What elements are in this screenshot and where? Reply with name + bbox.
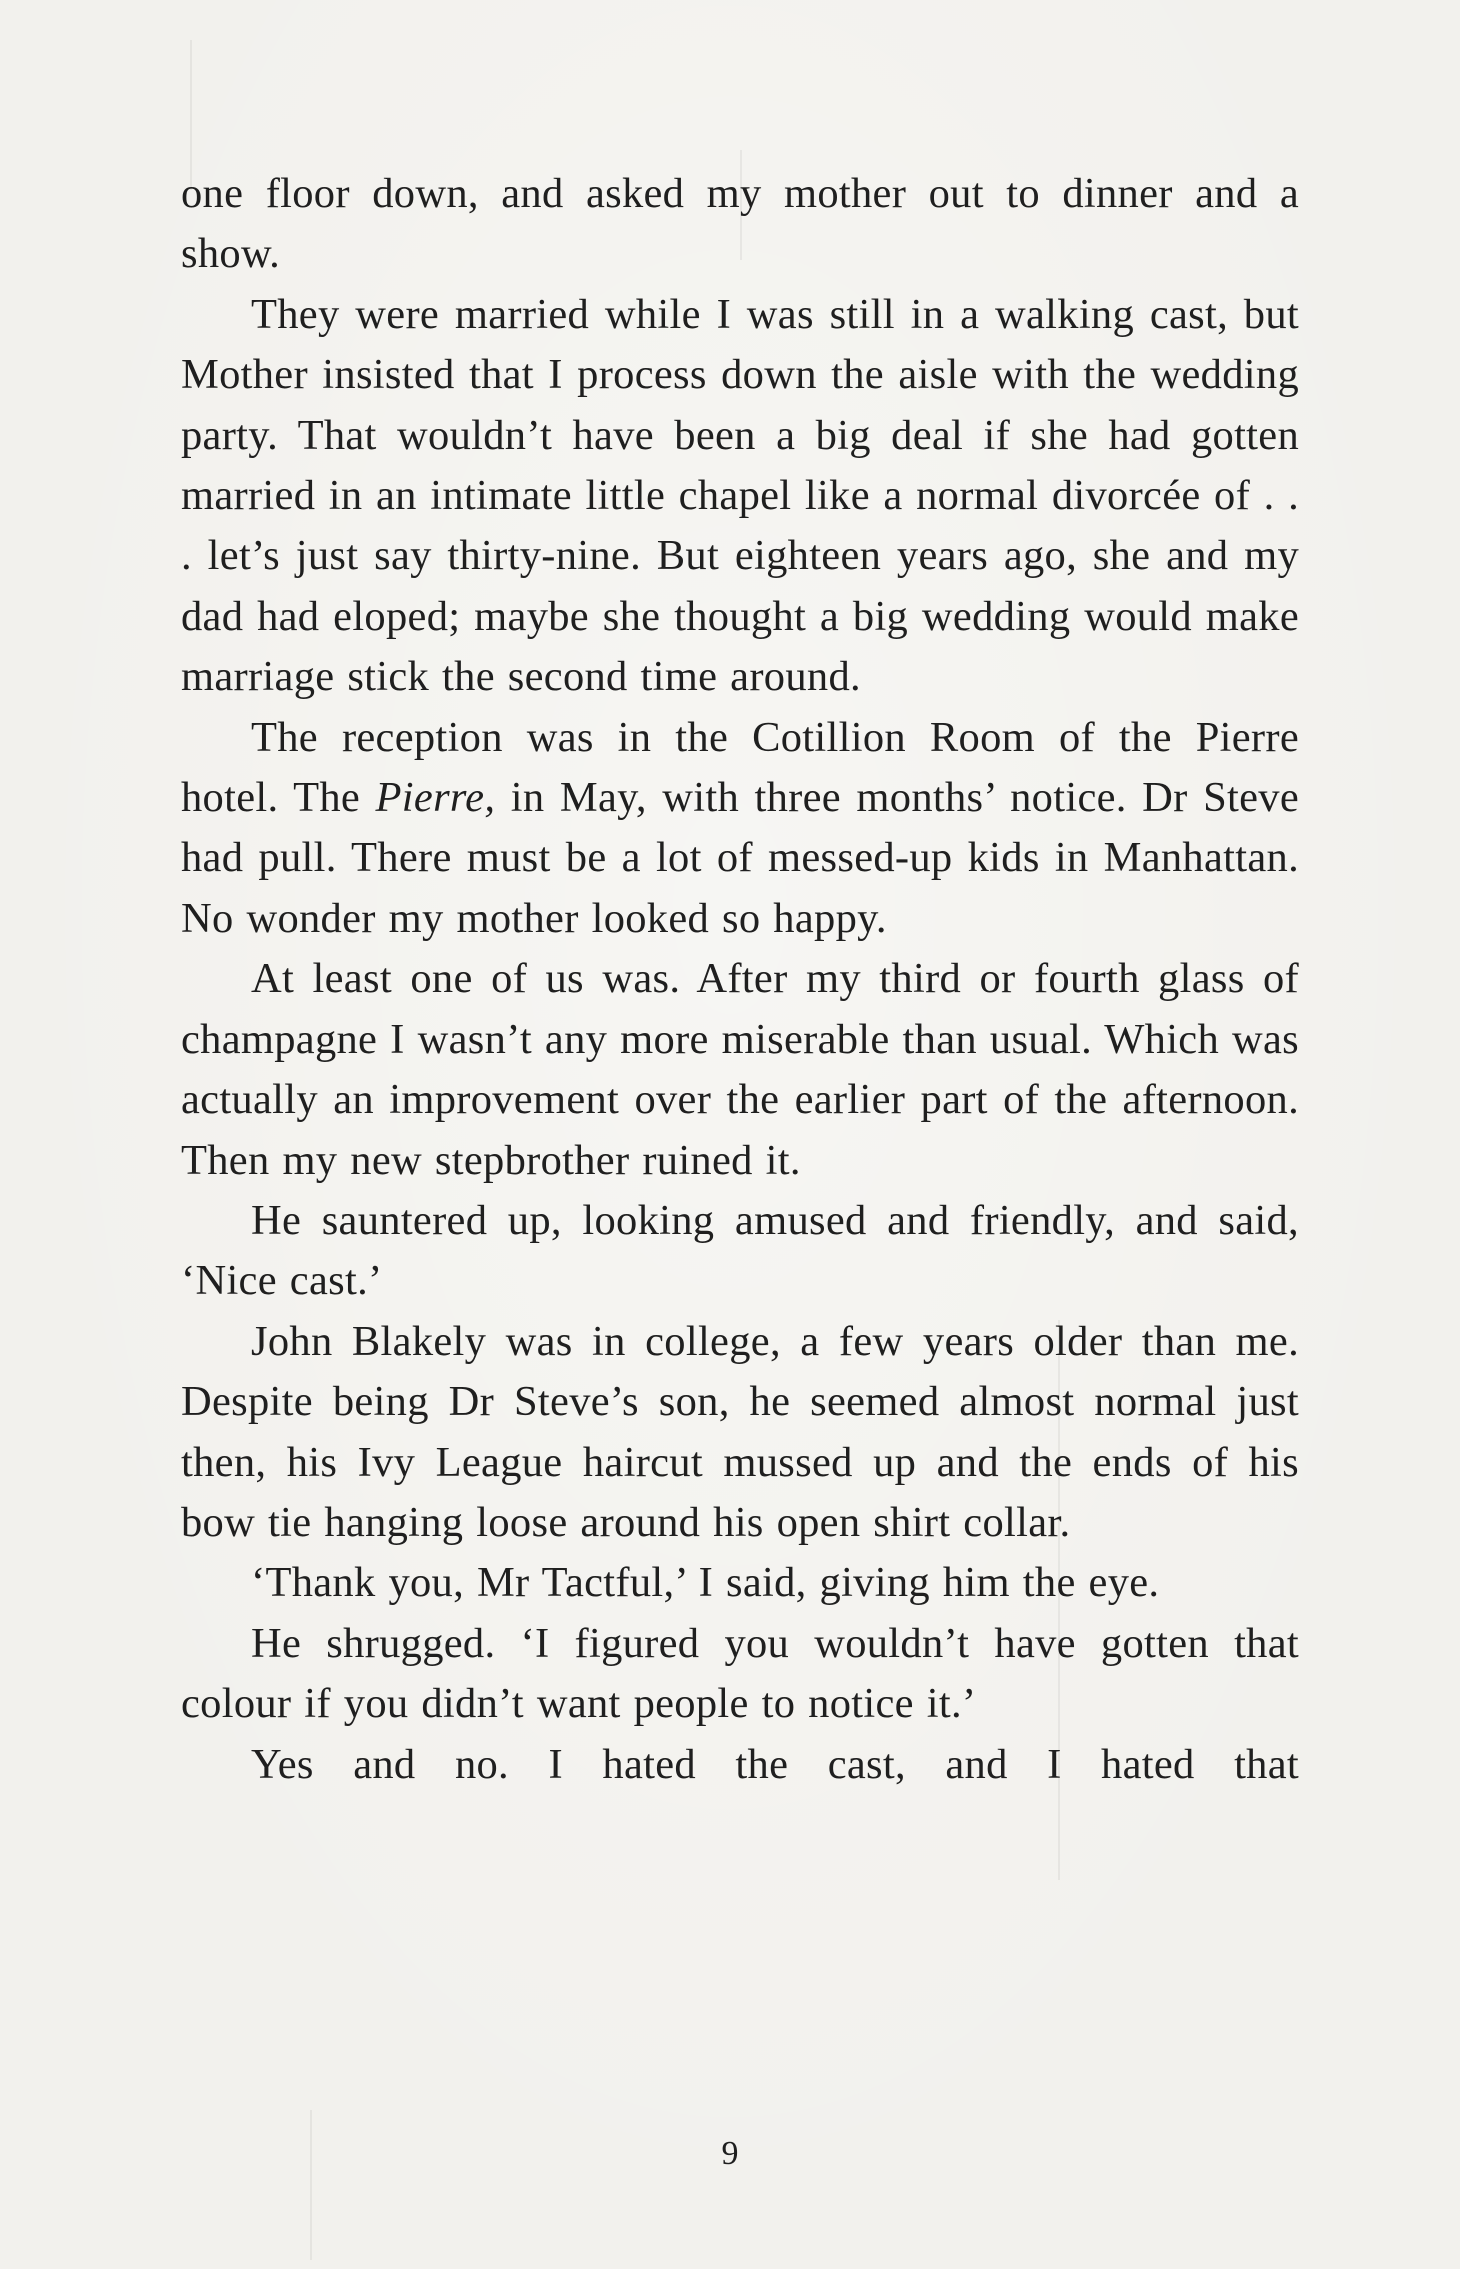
paragraph: Yes and no. I hated the cast, and I hated that — [251, 1740, 1299, 1788]
paragraph: At least one of us was. After my third or fourth glass of champagne I wasn’t any more miserable than usual. Which was actually an improvement over the earlier part of the afternoon. Then my new stepbrother ruined it. — [181, 955, 1299, 1184]
paragraph: one floor down, and asked my mother out to dinner and a show. — [181, 170, 1299, 278]
paragraph: John Blakely was in college, a few years older than me. Despite being Dr Steve’s son, he seemed almost normal just then, his Ivy League haircut mussed up and the ends of his bow tie hanging loose around his open shirt collar. — [181, 1317, 1299, 1546]
page-number: 9 — [721, 2135, 739, 2172]
paragraph: He shrugged. ‘I figured you wouldn’t have gotten that colour if you didn’t want people to notice it.’ — [181, 1619, 1299, 1728]
paragraph: He sauntered up, looking amused and friendly, and said, ‘Nice cast.’ — [181, 1196, 1299, 1305]
paragraph-text: The reception was in the Cotillion Room of the Pierre hotel. The — [181, 713, 1299, 822]
italic-text: Pierre, — [375, 774, 496, 822]
paragraph — [181, 708, 1299, 950]
paragraph-text: in May, with three months’ notice. Dr Steve had pull. There must be a lot of messed-up kids in Manhattan. No wonder my mother looked so happy. — [181, 774, 1299, 942]
show-through-mark — [310, 2110, 312, 2260]
paragraph: ‘Thank you, Mr Tactful,’ I said, giving him the eye. — [251, 1559, 1160, 1607]
paragraph: They were married while I was still in a walking cast, but Mother insisted that I process down the aisle with the wedding party. That wouldn’t have been a big deal if she had gotten married in an intimate little chapel like a normal divorcée of . . . let’s just say thirty-nine. But eighteen years ago, she and my dad had eloped; maybe she thought a big wedding would make marriage stick the second time around. — [181, 290, 1299, 701]
body-text — [181, 164, 1299, 1795]
